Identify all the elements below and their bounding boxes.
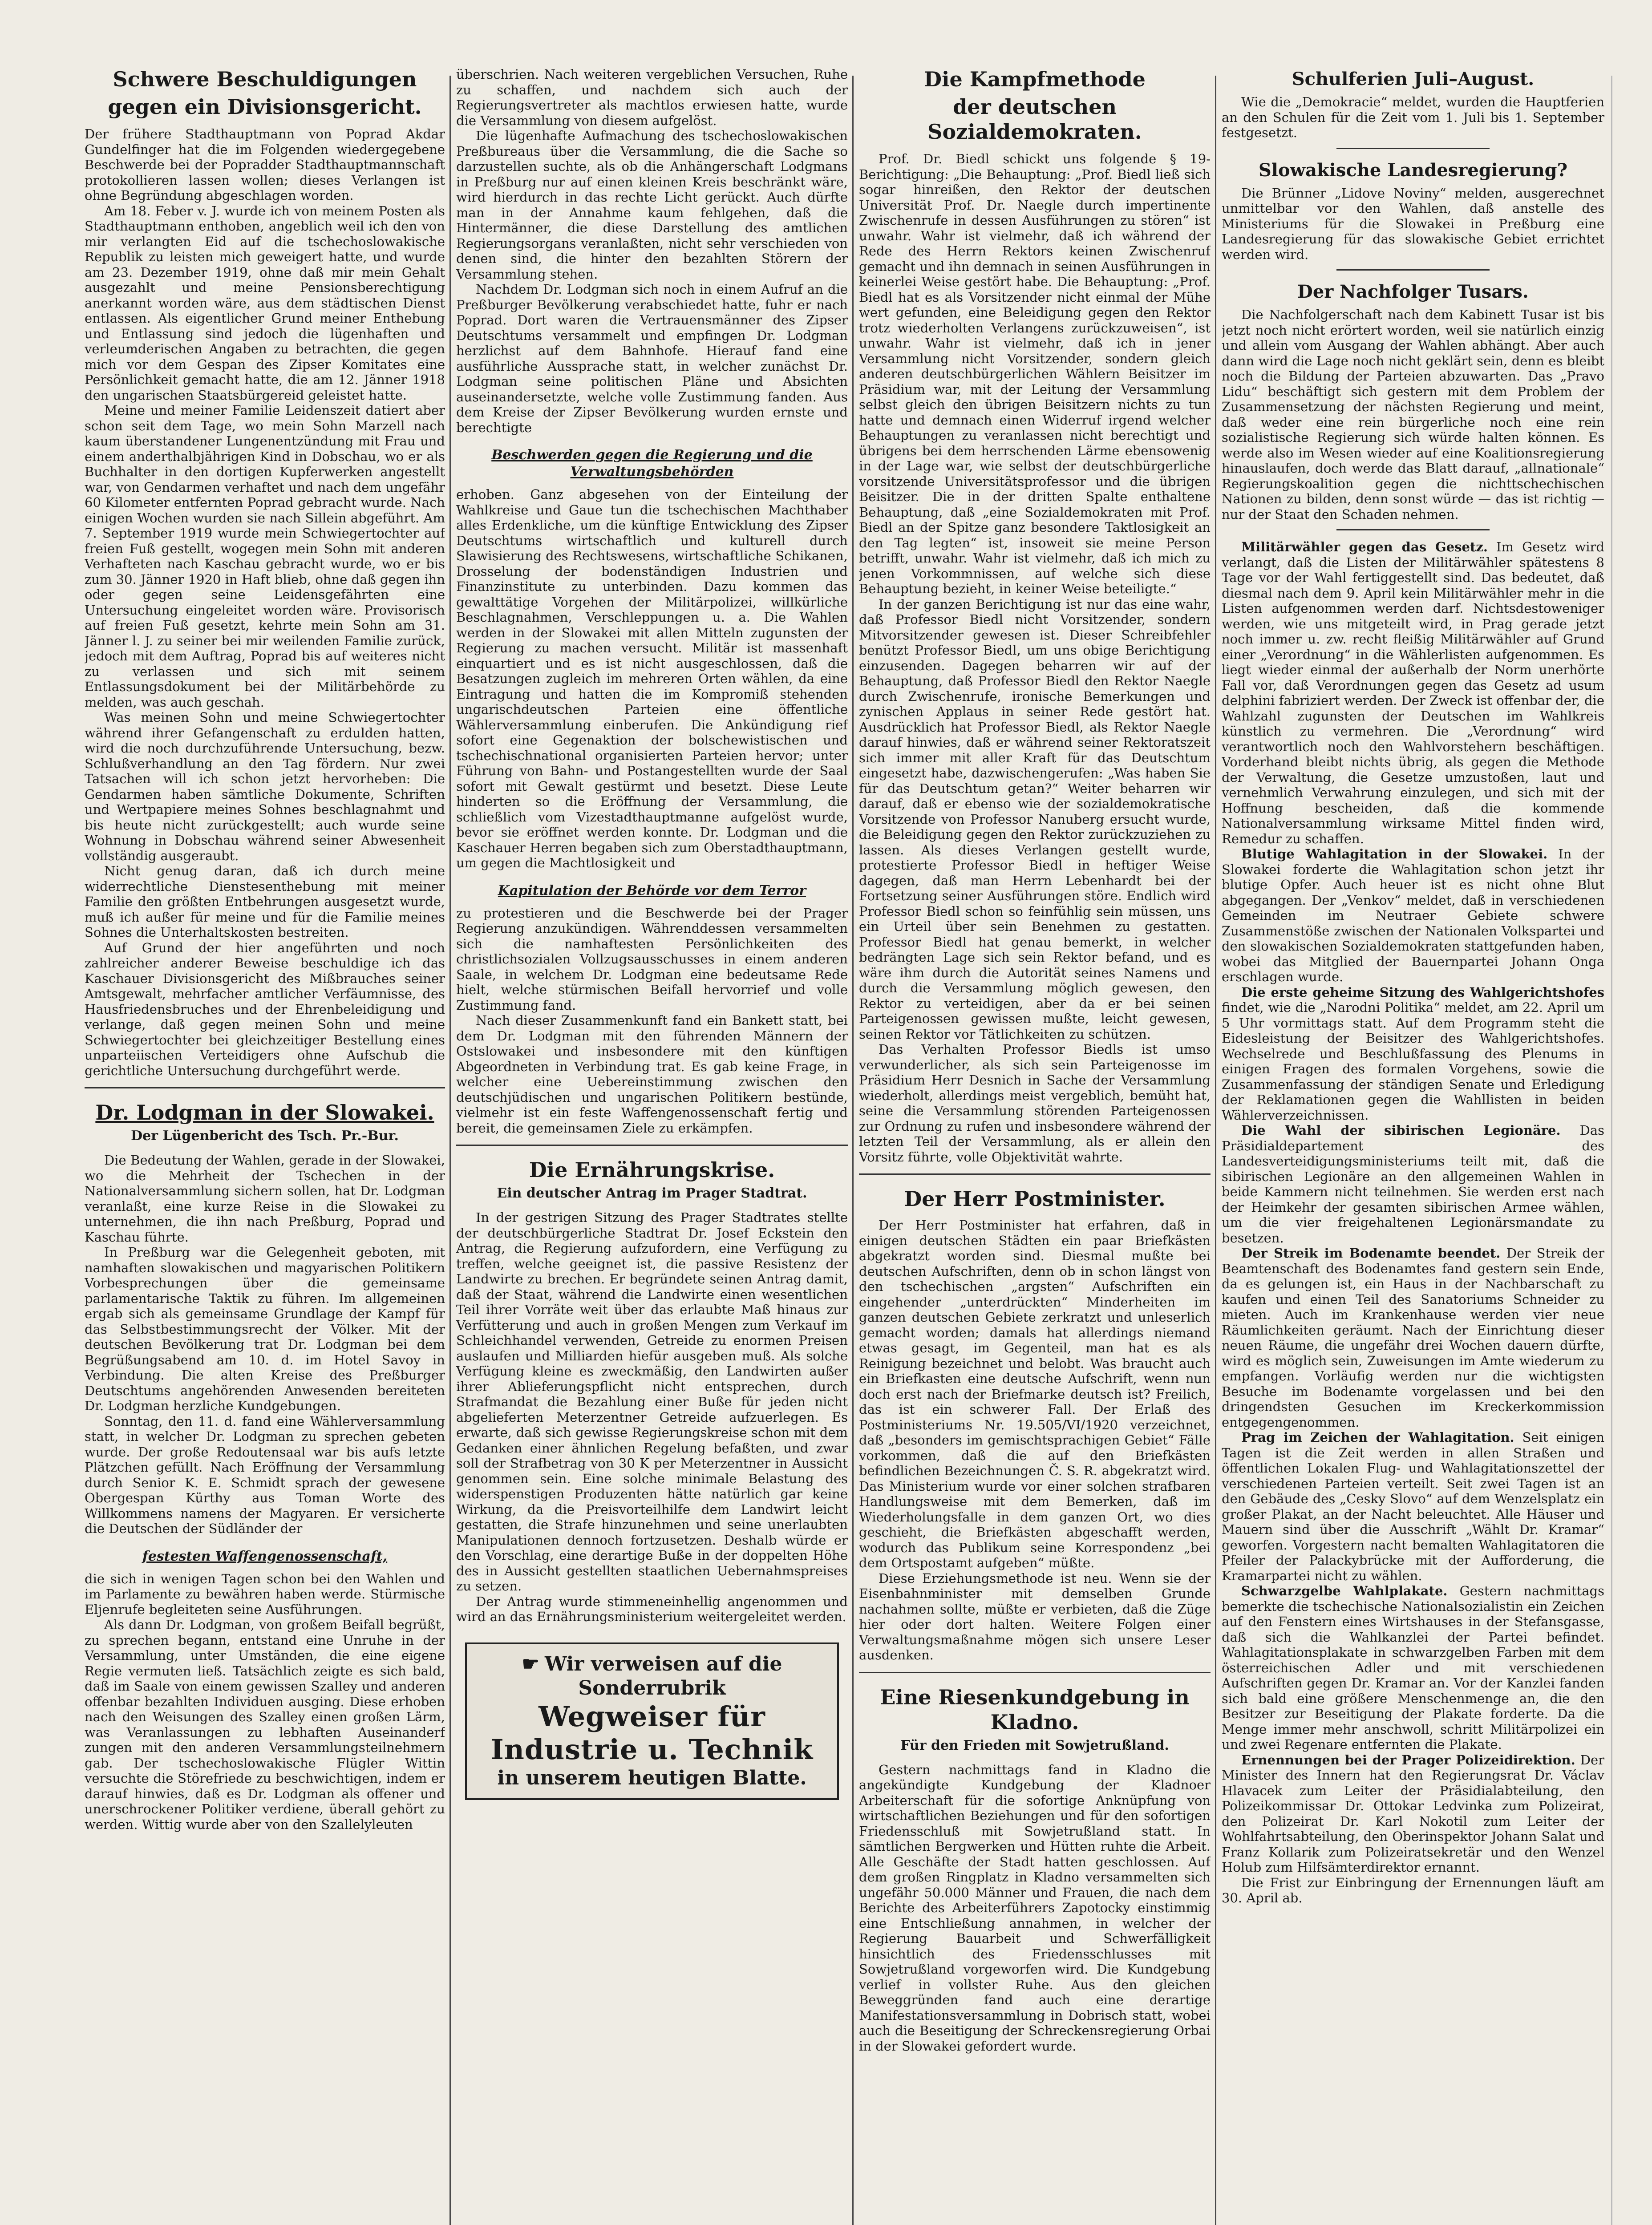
article-paragraph: Gestern nachmittags fand in Kladno die angekündigte Kundgebung der Kladnoer Arbeiterschaft für die sofortige Anknüpfung von wirtschaftlichen Beziehungen und für den sofortigen Friedensschluß mit Sowjetrußland statt. In sämtlichen Bergwerken und Hütten ruhte die Arbeit. Alle Geschäfte der Stadt hatten geschlossen. Auf dem großen Ringplatz in Kladno versammelten sich ungefähr 50.000 Männer und Frauen, die nach dem Berichte des Arbeiterführers Zapotocky einstimmig eine Entschließung annahmen, in welcher der Regierung Bauarbeit und Schwerfälligkeit hinsichtlich des Friedensschlusses mit Sowjetrußland vorgeworfen wird. Die Kundgebung verlief in vollster Ruhe. Aus den gleichen Beweggründen fand auch eine derartige Manifestationsversammlung in Dobrisch statt, wobei auch die Beseitigung der Schreckensregierung Orbai in der Slowakei gefordert wurde. <box>859 1762 1211 2054</box>
article-title: Dr. Lodgman in der Slowakei. <box>95 1100 434 1125</box>
ad-line: in unserem heutigen Blatte. <box>497 1766 807 1789</box>
news-item-text: Die Frist zur Einbringung der Ernennungen läuft am 30. April ab. <box>1222 1875 1604 1905</box>
news-item <box>1222 1875 1604 1906</box>
article-paragraph: Auf Grund der hier angeführten und noch zahlreicher anderer Beweise beschuldige ich das Kaschauer Divisionsgericht des Mißbrauches seiner Amtsgewalt, mehrfacher amtlicher Verfäumnisse, des Hausfriedensbruches und der Ehrenbeleidigung und verlange, daß gegen meinen Sohn und meine Schwiegertochter bei gleichzeitiger Bestellung eines unparteiischen Verteidigers ohne Aufschub die gerichtliche Untersuchung durchgeführt werde. <box>85 940 445 1078</box>
column-divider <box>449 76 451 2225</box>
article-title: Der Herr Postminister. <box>904 1187 1166 1211</box>
news-item-text: findet, wie die „Narodni Politika“ meldet, am 22. April um 5 Uhr vormittags statt. Auf dem Programm steht die Eidesleistung der Beisitzer des Wahlgerichtshofes. Wechselrede und Beschlußfassung des Plenums in einigen Fragen des formalen Vorgehens, sowie die Zusammenfassung der ständigen Senate und Erledigung der Reklamationen gegen die Wahllisten in beiden Wählerverzeichnissen. <box>1222 1000 1604 1123</box>
article-paragraph: Was meinen Sohn und meine Schwiegertochter während ihrer Gefangenschaft zu erdulden hatten, wird die noch durchzuführende Untersuchung, bezw. Schlußverhandlung an den Tag fördern. Nur zwei Tatsachen will ich schon jetzt hervorheben: Die Gendarmen haben sämtliche Dokumente, Schriften und Wertpapiere meines Sohnes beschlagnahmt und bis heute nicht zurückgestellt; auch wurde seine Wohnung in Dobschau während seiner Abwesenheit vollständig ausgeraubt. <box>85 710 445 863</box>
news-item <box>1222 1583 1604 1752</box>
article-separator <box>1336 529 1490 530</box>
article-separator <box>859 1672 1211 1673</box>
article-paragraph: In der gestrigen Sitzung des Prager Stadtrates stellte der deutschbürgerliche Stadtrat Dr. Josef Eckstein den Antrag, die Regierung aufzufordern, eine Verfügung zu treffen, welche geeignet ist, die passive Resistenz der Landwirte zu brechen. Er begründete seinen Antrag damit, daß der Staat, während die Landwirte einen wesentlichen Teil ihrer Vorräte weit über das erlaubte Maß hinaus zur Verfütterung und auch in großen Mengen zum Verkauf im Schleichhandel verwenden, Getreide zu enormen Preisen auslaufen und Milliarden hiefür ausgeben muß. Als solche Verfügung kleine es zweckmäßig, den Landwirten außer ihrer Ablieferungspflicht nicht entsprechen, durch Strafmandat die Bezahlung einer Buße für jeden nicht abgelieferten Meterzentner Getreide aufzuerlegen. Es erwarte, daß sich gewisse Regierungskreise schon mit dem Gedanken einer ähnlichen Regelung befaßten, und zwar soll der Strafbetrag von 30 K per Meterzentner in Aussicht genommen sein. Eine solche minimale Belastung des widerspenstigen Produzenten hätte natürlich gar keine Wirkung, da die Preisvorteilhilfe dem Landwirt leicht gestatten, die Strafe hinzunehmen und seine unerlaubten Manipulationen dennoch fortzusetzen. Deshalb würde er den Vorschlag, eine derartige Buße in der doppelten Höhe des in Aussicht gestellten staatlichen Uebernahmspreises zu setzen. <box>456 1210 848 1594</box>
article-paragraph: Nicht genug daran, daß ich durch meine widerrechtliche Dienstesenthebung mit meiner Familie den größten Entbehrungen ausgesetzt wurde, muß ich außer für meine und für die Familie meines Sohnes die Unterhaltskosten bestreiten. <box>85 863 445 940</box>
ad-headline: Wegweiser für Industrie u. Technik <box>490 1700 814 1766</box>
article-separator <box>1336 148 1490 149</box>
column-4 <box>1222 67 1604 2225</box>
article-paragraph: In der ganzen Berichtigung ist nur das eine wahr, daß Professor Biedl nicht Vorsitzender, sondern Mitvorsitzender gewesen ist. Dieser Schreibfehler benützt Professor Biedl, um uns obige Berichtigung einzusenden. Dagegen beharren wir auf der Behauptung, daß Professor Biedl den Rektor Naegle durch Zwischenrufe, ironische Bemerkungen und zynischen Applaus in seiner Rede gestört hat. Ausdrücklich hat Professor Biedl, als Rektor Naegle darauf hinwies, daß er während seiner Rektoratszeit sich immer mit aller Kraft für das Deutschtum eingesetzt habe, dazwischengerufen: „Was haben Sie für das Deutschtum getan?“ Weiter beharren wir darauf, daß er ebenso wie der sozialdemokratische Vorsitzende von Professor Nanuberg ersucht wurde, die Beleidigung gegen den Rektor zurückzuziehen zu lassen. Als dieses Verlangen gestellt wurde, protestierte Professor Biedl in heftiger Weise dagegen, daß man Herrn Lebenhardt bei der Fortsetzung seiner Ausführungen störe. Endlich wird Professor Biedl schon so feinfühlig sein müssen, uns ein Urteil über sein Benehmen zu gestatten. Professor Biedl hat genau bemerkt, in welcher bedrängten Lage sich sein Rektor befand, und es wäre ihm durch die Autorität seines Namens und durch die Versammlung möglich gewesen, den Rektor zu verteidigen, aber da er bei seinen Parteigenossen gewissen mußte, leicht gewesen, seinen Rektor vor Tätlichkeiten zu schützen. <box>859 596 1211 1042</box>
column-2 <box>456 67 848 2225</box>
news-item-title: Blutige Wahlagitation in der Slowakei. <box>1241 846 1548 862</box>
article-title: Schwere Beschuldigungen <box>113 67 417 91</box>
ad-line: Sonderrubrik <box>578 1676 726 1699</box>
column-divider <box>1215 76 1216 2225</box>
advertisement-box <box>465 1642 839 1800</box>
article-paragraph: Nach dieser Zusammenkunft fand ein Bankett statt, bei dem Dr. Lodgman mit den führenden Männern der Ostslowakei und insbesondere mit den künftigen Abgeordneten in Verbindung trat. Es gab keine Frage, in welcher eine Uebereinstimmung zwischen den deutschjüdischen und ungarischen Politikern bestünde, vielmehr ist ein feste Waffengenossenschaft fertig und bereit, die gemeinsamen Ziele zu erkämpfen. <box>456 1013 848 1136</box>
article-paragraph: Diese Erziehungsmethode ist neu. Wenn sie der Eisenbahnminister mit demselben Grunde nachahmen sollte, müßte er verbieten, daß die Züge hier oder dort halten. Weitere Folgen einer Verwaltungsmaßnahme mögen sich unsere Leser ausdenken. <box>859 1570 1211 1663</box>
article-paragraph: Das Verhalten Professor Biedls ist umso verwunderlicher, als sich sein Parteigenosse im Präsidium Herr Desnich in Sache der Versammlung wiederholt, allerdings meist vergeblich, bemüht hat, seine die Versammlung störenden Parteigenossen zur Ordnung zu rufen und insbesondere während der letzten Teil der Versammlung, als er allein den Vorsitz führte, volle Objektivität wahrte. <box>859 1042 1211 1165</box>
news-item-text: Der Minister des Innern hat den Regierungsrat Dr. Václav Hlavacek zum Leiter der Präsidialabteilung, den Polizeikommissar Dr. Ottokar Ledvinka zum Polizeirat, den Polizeirat Dr. Karl Nokotil zum Leiter der Wohlfahrtsabteilung, den Oberinspektor Johann Salat und Franz Kollarik zum Polizeiratsekretär und den Wenzel Holub zum Hilfsämterdirektor ernannt. <box>1222 1752 1604 1875</box>
news-item-title: Schwarzgelbe Wahlplakate. <box>1241 1583 1448 1598</box>
article-intro: Der frühere Stadthauptmann von Poprad Akdar Gundelfinger hat die im Folgenden wiedergegebene Beschwerde bei der Popradder Stadthauptmannschaft protokollieren lassen wollen; dieses Verlangen ist ohne Begründung abgeschlagen worden. <box>85 126 445 203</box>
article-subtitle: Der Lügenbericht des Tsch. Pr.-Bur. <box>131 1128 399 1144</box>
article-title: Eine Riesenkundgebung in Kladno. <box>880 1685 1190 1734</box>
article-paragraph: Die lügenhafte Aufmachung des tschechoslowakischen Preßbureaus über die Versammlung, die die Sache so darzustellen suchte, als ob die Anhängerschaft Lodgmans in Preßburg nur auf einen kleinen Kreis beschränkt wäre, wird hierdurch in das rechte Licht gerückt. Auch dürfte man in der Annahme kaum fehlgehen, daß die Hintermänner, die diese Darstellung des amtlichen Regierungsorgans veranlaßten, nicht sehr verschieden von denen sind, die hinter den bezahlten Störern der Versammlung stehen. <box>456 128 848 282</box>
article-subtitle: Für den Frieden mit Sowjetrußland. <box>900 1737 1169 1753</box>
article-paragraph: Die Nachfolgerschaft nach dem Kabinett Tusar ist bis jetzt noch nicht erörtert worden, weil sie natürlich einzig und allein vom Ausgang der Wahlen abhängt. Aber auch dann wird die Lage noch nicht geklärt sein, denn es bleibt noch die Bildung der Parteien abzuwarten. Das „Pravo Lidu“ beschäftigt sich gestern mit dem Problem der Zusammensetzung der nächsten Regierung und meint, daß weder eine rein bürgerliche noch eine rein sozialistische Regierung sich würde halten können. Es werde also im Wesen wieder auf eine Koalitionsregierung hinauslaufen, doch werde das Blatt darauf, „allnationale“ Regierungskoalition gegen die nichttschechischen Nationen zu bilden, denn sonst würde — das ist richtig — nur der Staat den Schaden nehmen. <box>1222 307 1604 522</box>
article-paragraph: Der Herr Postminister hat erfahren, daß in einigen deutschen Städten ein paar Briefkästen abgekratzt worden sind. Diesmal mußte bei deutschen Aufschriften, denn ob in schon längst von den tschechischen „argsten“ Aufschriften ein eingehender „unterdrückten“ Minderheiten im ganzen deutschen Gebiete zerkratzt und unleserlich gemacht worden; damals hat allerdings niemand etwas gesagt, im Gegenteil, man hat es als Reinigung bezeichnet und belobt. Was braucht auch ein Briefkasten eine deutsche Aufschrift, wenn nun doch erst nach der Briefmarke deutsch ist? Freilich, das ist ein schwerer Fall. Der Erlaß des Postministeriums Nr. 19.505/VI/1920 verzeichnet, daß „besonders im gemischtsprachigen Gebiet“ Fälle vorkommen, daß die auf den Briefkästen befindlichen Bezeichnungen Č. S. R. abgekratzt wird. Das Ministerium wurde vor einer solchen strafbaren Handlungsweise mit dem Bemerken, daß im Wiederholungsfalle in dem ganzen Ort, wo dies geschieht, die Briefkästen abgeschafft werden, wodurch das Publikum seine Korrespondenz „bei dem Ortspostamt aufgeben“ müßte. <box>859 1218 1211 1570</box>
pointing-hand-icon: ☛ <box>522 1652 539 1675</box>
news-item-title: Militärwähler gegen das Gesetz. <box>1241 539 1488 554</box>
article-paragraph: Am 18. Feber v. J. wurde ich von meinem Posten als Stadthauptmann enthoben, angeblich weil ich den von mir verlangten Eid auf die tschechoslowakische Republik zu leisten mich geweigert hatte, und wurde am 23. Dezember 1919, ohne daß mir mein Gehalt ausgezahlt und meine Pensionsberechtigung anerkannt worden wäre, aus dem städtischen Dienst entlassen. Als eigentlicher Grund meiner Enthebung und Entlassung sind jedoch die lügenhaften und verleumderischen Angaben zu betrachten, die gegen mich vor dem Gespan des Zipser Komitates eine Persönlichkeit gemacht hatte, die am 12. Jänner 1918 den ungarischen Staatsbürgereid geleistet hatte. <box>85 203 445 403</box>
section-heading: Kapitulation der Behörde vor dem Terror <box>498 882 806 898</box>
article-paragraph: Der Antrag wurde stimmeneinhellig angenommen und wird an das Ernährungsministerium weitergeleitet werden. <box>456 1594 848 1624</box>
article-paragraph: Die Brünner „Lidove Noviny“ melden, ausgerechnet unmittelbar vor den Wahlen, daß anstelle des Ministeriums für die Slowakei in Preßburg eine Landesregierung für das slowakische Gebiet errichtet werden wird. <box>1222 185 1604 262</box>
article-paragraph: die sich in wenigen Tagen schon bei den Wahlen und im Parlamente zu bewähren haben werde. Stürmische Eljenrufe begleiteten seine Ausführungen. <box>85 1571 445 1617</box>
news-item-title: Die Wahl der sibirischen Legionäre. <box>1241 1123 1561 1138</box>
news-item-title: Die erste geheime Sitzung des Wahlgerichtshofes <box>1241 984 1604 1000</box>
article-paragraph: Die Bedeutung der Wahlen, gerade in der Slowakei, wo die Mehrheit der Tschechen in der Nationalversammlung sichern sollen, hat Dr. Lodgman veranlaßt, eine kurze Reise in die Slowakei zu unternehmen, die ihn nach Preßburg, Poprad und Kaschau führte. <box>85 1153 445 1245</box>
news-item-text: Der Streik der Beamtenschaft des Bodenamtes fand gestern sein Ende, da es gelungen ist, ein Haus in der Nachbarschaft zu kaufen und einen Teil des Sanatoriums Schneider zu mieten. Auch im Krankenhause werden vier neue Räumlichkeiten geräumt. Nach der Einrichtung dieser neuen Räume, die ungefähr drei Wochen dauern dürfte, wird es möglich sein, Zuweisungen im Amte wiederum zu empfangen. Vorläufig werden nur die wichtigsten Besuche im Bodenamte vorgelassen und bei den dringendsten Gesuchen im Kreckerkommission entgegengenommen. <box>1222 1246 1604 1430</box>
news-item <box>1222 846 1604 985</box>
news-item-text: Seit einigen Tagen ist die Zeit werden in allen Straßen und öffentlichen Lokalen Flug- und Wahlagitationszettel der verschiedenen Parteien verteilt. Seit zwei Tagen ist an den Gebäude des „Cesky Slovo“ auf dem Wenzelsplatz ein großer Plakat, an der Nacht beleuchtet. Alle Häuser und Mauern sind über die Ausschrift „Wählt Dr. Kramar“ geworfen. Vorgestern nacht bemalten Wahlagitatoren die Pfeiler der Palackybrücke mit der Aufforderung, die Kramarpartei nicht zu wählen. <box>1222 1430 1604 1583</box>
news-item <box>1222 539 1604 846</box>
column-1 <box>85 67 445 2225</box>
article-paragraph: Als dann Dr. Lodgman, von großem Beifall begrüßt, zu sprechen begann, entstand eine Unruhe in der Versammlung, unter Umständen, die eine eigene Regie vermuten ließ. Tatsächlich zeigte es sich bald, daß im Saale von einem gewissen Szalley und anderen offenbar bezahlten Individuen ausging. Diese erhoben nach den Weisungen des Szalley einen großen Lärm, was Veranlassungen zu lebhaften Auseinanderf zungen mit den anderen Versammlungsteilnehmern gab. Der tschechoslowakische Flügler Wittin versuchte die Störefriede zu beschwichtigen, indem er darauf hinwies, daß es Dr. Lodgman als offener und unerschrockener Politiker verdiene, überall gehört zu werden. Wittig wurde aber von den Szallelyleuten <box>85 1617 445 1832</box>
news-item <box>1222 985 1604 1123</box>
news-item-text: Im Gesetz wird verlangt, daß die Listen der Militärwähler spätestens 8 Tage vor der Wahl fertiggestellt sind. Das bedeutet, daß diesmal nach dem 9. April kein Militärwähler mehr in die Listen aufgenommen werden darf. Nichtsdestoweniger werden, wie uns mitgeteilt wird, in Prag gerade jetzt noch immer u. zw. recht fleißig Militärwähler auf Grund einer „Verordnung“ in die Wählerlisten aufgenommen. Es liegt wieder einmal der außerhalb der Norm unerhörte Fall vor, daß Verordnungen gegen das Gesetz ad usum delphini fabriziert werden. Der Zweck ist offenbar der, die Wahlzahl zugunsten der Deutschen im Wahlkreis künstlich zu vermehren. Die „Verordnung“ wird verantwortlich noch den Wahlvorstehern beschäftigen. Vorderhand bleibt nichts übrig, als gegen die Methode der Verwaltung, die Gesetze umzustoßen, laut und vernehmlich Verwahrung einzulegen, und sich mit der Hoffnung bescheiden, daß die kommende Nationalversammlung wirksame Mittel finden wird, Remedur zu schaffen. <box>1222 539 1604 846</box>
article-paragraph: zu protestieren und die Beschwerde bei der Prager Regierung anzukündigen. Währenddessen versammelten sich die namhaftesten Persönlichkeiten des christlichsozialen Vollzugsausschusses in einem anderen Saale, in welchem Dr. Lodgman eine bedeutsame Rede hielt, welche stürmischen Beifall hervorrief und volle Zustimmung fand. <box>456 905 848 1013</box>
ad-line: ☛ Wir verweisen auf die <box>522 1652 782 1675</box>
article-paragraph: Wie die „Demokracie“ meldet, wurden die Hauptferien an den Schulen für die Zeit vom 1. Juli bis 1. September festgesetzt. <box>1222 94 1604 140</box>
section-heading: Beschwerden gegen die Regierung und die Verwaltungsbehörden <box>491 447 813 480</box>
news-item-text: Das Präsidialdepartement des Landesverteidigungsministeriums teilt mit, daß die sibirischen Legionäre an den allgemeinen Wahlen in beide Kammern nicht teilnehmen. Sie werden erst nach der Heimkehr der gesamten sibirischen Armee wählen, um die vier freigehaltenen Legionärsmandate zu besetzen. <box>1222 1123 1604 1246</box>
article-separator <box>456 1145 848 1146</box>
article-title: Die Kampfmethode <box>924 67 1146 91</box>
article-paragraph: In Preßburg war die Gelegenheit geboten, mit namhaften slowakischen und magyarischen Politikern Vorbesprechungen über die gemeinsame parlamentarische Taktik zu führen. Im allgemeinen ergab sich als gemeinsame Grundlage der Kampf für das Selbstbestimmungsrecht der Völker. Mit der deutschen Bevölkerung trat Dr. Lodgman bei dem Begrüßungsabend am 10. d. im Hotel Savoy in Verbindung. Die alten Kreise des Preßburger Deutschtums angehörenden Anwesenden bereiteten Dr. Lodgman herzliche Kundgebungen. <box>85 1245 445 1413</box>
article-paragraph: Prof. Dr. Biedl schickt uns folgende § 19-Berichtigung: „Die Behauptung: „Prof. Biedl ließ sich sogar hinreißen, den Rektor der deutschen Universität Prof. Dr. Naegle durch impertinente Zwischenrufe in dessen Ausführungen zu stören“ ist unwahr. Wahr ist vielmehr, daß ich während der Rede des Herrn Rektors keinen Zwischenruf gemacht und ihn demnach in seinen Ausführungen in keinerlei Weise gestört habe. Die Behauptung: „Prof. Biedl hat es als Vorsitzender nicht einmal der Mühe wert gefunden, eine Beleidigung gegen den Rektor trotz wiederholten Verlangens zurückzuweisen“, ist unwahr. Wahr ist vielmehr, daß ich in jener Versammlung nicht Vorsitzender, sondern gleich anderen deutschbürgerlichen Wählern Beisitzer im Präsidium war, mit der Leitung der Versammlung selbst gleich den übrigen Beisitzern nichts zu tun hatte und demnach einen Widerruf irgend welcher Behauptungen zu veranlassen nicht berechtigt und übrigens bei dem herrschenden Lärme ebensowenig in der Lage war, wie selbst der deutschbürgerliche vorsitzende Universitätsprofessor und die übrigen Beisitzer. Die in der dritten Spalte enthaltene Behauptung, daß „eine Sozialdemokraten mit Prof. Biedl an der Spitze ganz besondere Taktlosigkeit an den Tag legten“ ist, insoweit sie meine Person betrifft, unwahr. Wahr ist vielmehr, daß ich mich zu jenen Vorkommnissen, auf welche sich diese Behauptung bezieht, in keiner Weise beteiligte.“ <box>859 151 1211 596</box>
news-item-title: Der Streik im Bodenamte beendet. <box>1241 1246 1501 1261</box>
article-title: Der Nachfolger Tusars. <box>1297 281 1529 302</box>
column-3 <box>859 67 1211 2225</box>
article-title-line2: gegen ein Divisionsgericht. <box>108 95 422 119</box>
article-paragraph: Meine und meiner Familie Leidenszeit datiert aber schon seit dem Tage, wo mein Sohn Marzell nach kaum überstandener Lungenentzündung mit Frau und einem anderthalbjährigen Kind in Dobschau, wo er als Buchhalter in den dortigen Kupferwerken angestellt war, von Gendarmen verhaftet und nach dem ungefähr 60 Kilometer entfernten Poprad gebracht wurde. Nach einigen Wochen wurden sie nach Sillein abgeführt. Am 7. September 1919 wurde mein Schwiegertochter auf freien Fuß gestellt, wogegen mein Sohn mit anderen Verhafteten nach Kaschau gebracht wurde, wo er bis zum 30. Jänner 1920 in Haft blieb, ohne daß gegen ihn oder gegen seine Leidensgefährten eine Untersuchung eingeleitet worden wäre. Provisorisch auf freien Fuß gesetzt, kehrte mein Sohn am 31. Jänner l. J. zu seiner bei mir weilenden Familie zurück, jedoch mit dem Auftrag, Poprad bis auf weiteres nicht zu verlassen und sich mit seinem Entlassungsdokument bei der Militärbehörde zu melden, was auch geschah. <box>85 403 445 710</box>
news-item-text: Gestern nachmittags bemerkte die tschechische Nationalsozialistin ein Zeichen auf den Fenstern eines Wirtshauses in der Stefansgasse, daß sich die Wahlkanzlei der Partei befindet. Wahlagitationsplakate in schwarzgelben Farben mit dem österreichischen Adler und mit verschiedenen Aufschriften gegen Dr. Kramar an. Vor der Kanzlei fanden sich bald eine größere Menschenmenge an, die den Besitzer zur Beseitigung der Plakate forderte. Da die Menge immer mehr anschwoll, schritt Militärpolizei ein und zwei Regenare entfernten die Plakate. <box>1222 1583 1604 1752</box>
article-separator <box>85 1087 445 1088</box>
article-subtitle: Ein deutscher Antrag im Prager Stadtrat. <box>497 1185 807 1201</box>
article-paragraph: Sonntag, den 11. d. fand eine Wählerversammlung statt, in welcher Dr. Lodgman zu sprechen gebeten wurde. Der große Redoutensaal war bis aufs letzte Plätzchen gefüllt. Nach Eröffnung der Versammlung durch Senior K. E. Schmidt sprach der gewesene Obergespan Kürthy aus Toman Worte des Willkommens namens der Magyaren. Er versicherte die Deutschen der Südländer der <box>85 1413 445 1536</box>
column-divider <box>852 76 854 2225</box>
article-paragraph: Nachdem Dr. Lodgman sich noch in einem Aufruf an die Preßburger Bevölkerung verabschiedet hatte, fuhr er nach Poprad. Dort waren die Vertrauensmänner des Zipser Deutschtums versammelt und empfingen Dr. Lodgman herzlichst auf dem Bahnhofe. Hierauf fand eine ausführliche Aussprache statt, in welcher zunächst Dr. Lodgman seine politischen Pläne und Absichten auseinandersetzte, welche volle Zustimmung fanden. Aus dem Kreise der Zipser Bevölkerung wurden ernste und berechtigte <box>456 282 848 435</box>
news-item-title: Prag im Zeichen der Wahlagitation. <box>1241 1430 1514 1445</box>
news-item-text: In der Slowakei forderte die Wahlagitation schon jetzt ihr blutige Opfer. Auch heuer ist es nicht ohne Blut abgegangen. Der „Venkov“ meldet, daß in verschiedenen Gemeinden im Neutraer Gebiete schwere Zusammenstöße zwischen der Nationalen Volkspartei und den slowakischen Sozialdemokraten stattgefunden haben, wobei das Mitglied der Bauernpartei Johann Onga erschlagen wurde. <box>1222 846 1604 984</box>
news-item-title: Ernennungen bei der Prager Polizeidirektion. <box>1241 1752 1575 1768</box>
article-title: Die Ernährungskrise. <box>529 1158 775 1182</box>
section-heading: festesten Waffengenossenschaft, <box>142 1548 388 1564</box>
article-separator <box>859 1173 1211 1175</box>
news-item <box>1222 1246 1604 1430</box>
news-item <box>1222 1430 1604 1583</box>
article-title: Schulferien Juli–August. <box>1292 69 1535 89</box>
article-paragraph: erhoben. Ganz abgesehen von der Einteilung der Wahlkreise und Gaue tun die tschechischen Machthaber alles Erdenkliche, um die künftige Entwicklung des Zipser Deutschtums wirtschaftlich und kulturell durch Slawisierung des Rechtswesens, wirtschaftliche Schikanen, Drosselung der bodenständigen Industrien und Finanzinstitute zu unterbinden. Dazu kommen das gewalttätige Vorgehen der Militärpolizei, willkürliche Beschlagnahmen, Verschleppungen u. a. Die Wahlen werden in der Slowakei mit allen Mitteln zugunsten der Regierung zu machen versucht. Militär ist massenhaft einquartiert und es ist nicht ausgeschlossen, daß die Besatzungen zugleich im mehreren Orten wählen, da eine Eintragung und hatten die im Kompromiß stehenden ungarischdeutschen Parteien eine öffentliche Wählerversammlung einberufen. Die Ankündigung rief sofort eine Gegenaktion der bolschewistischen und tschechischnational organisierten Parteien hervor; unter Führung von Bahn- und Postangestellten wurde der Saal sofort mit Gewalt gestürmt und besetzt. Diese Leute hinderten so die Eröffnung der Versammlung, die schließlich vom Vizestadthauptmanne aufgelöst wurde, bevor sie eröffnet werden konnte. Dr. Lodgman und die Kaschauer Herren begaben sich zum Oberstadthauptmann, um gegen die Machtlosigkeit und <box>456 487 848 870</box>
news-item <box>1222 1123 1604 1246</box>
article-title: Slowakische Landesregierung? <box>1258 159 1568 181</box>
article-paragraph: überschrien. Nach weiteren vergeblichen Versuchen, Ruhe zu schaffen, und nachdem sich auch der Regierungsvertreter als machtlos erwiesen hatte, wurde die Versammlung von diesem aufgelöst. <box>456 67 848 128</box>
news-item <box>1222 1752 1604 1875</box>
article-title-line2: der deutschen Sozialdemokraten. <box>927 95 1142 144</box>
page-edge-shadow <box>1611 76 1612 2225</box>
article-separator <box>1336 269 1490 271</box>
